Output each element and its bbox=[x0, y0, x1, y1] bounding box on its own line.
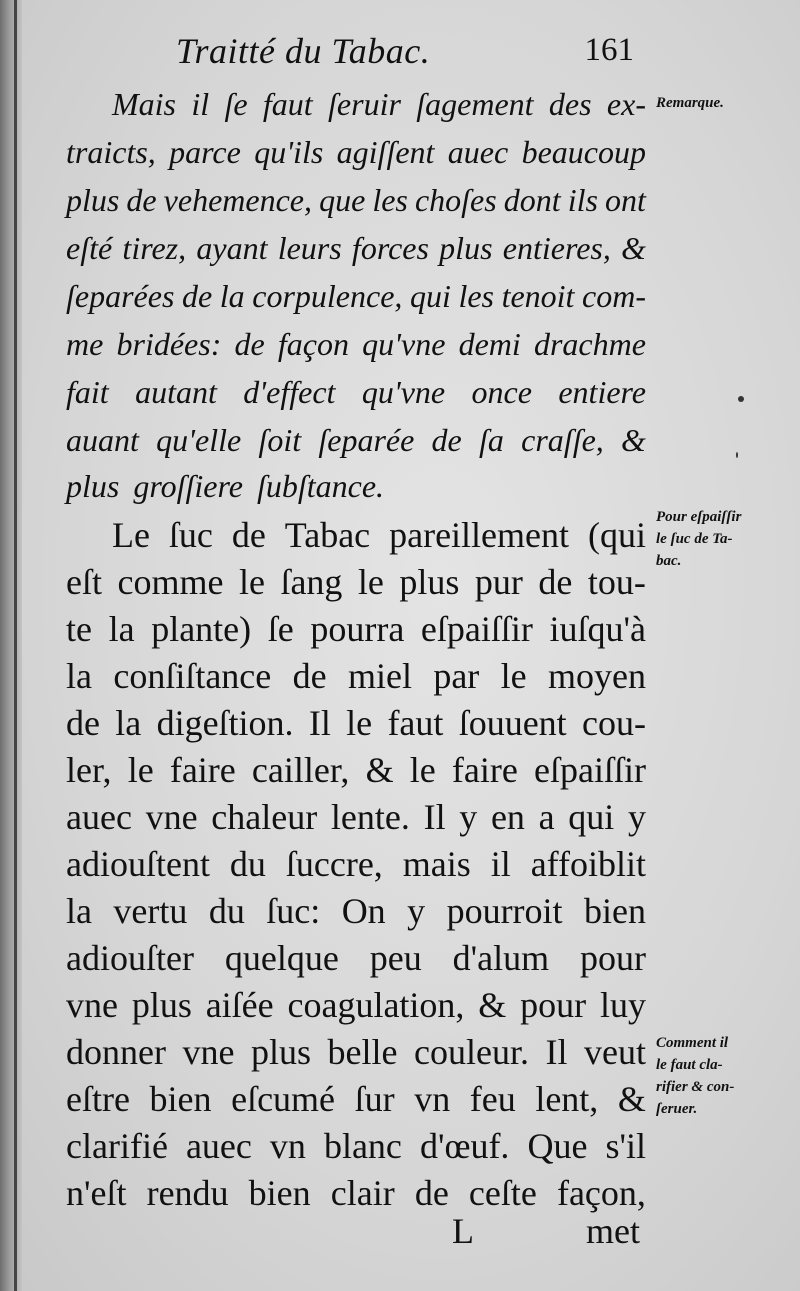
word: ſur bbox=[354, 1079, 395, 1119]
text-line bbox=[66, 749, 646, 797]
word: lente. bbox=[330, 797, 410, 837]
word: faire bbox=[169, 750, 236, 790]
word: y bbox=[459, 797, 478, 837]
word: vne bbox=[66, 985, 118, 1025]
word: bridées: bbox=[116, 326, 222, 362]
signature-mark: L bbox=[452, 1211, 474, 1251]
word: du bbox=[208, 891, 245, 931]
ink-speck bbox=[738, 396, 744, 402]
word: vertu bbox=[113, 891, 188, 931]
text-line bbox=[66, 655, 646, 703]
word: les bbox=[372, 182, 408, 218]
word: adiouſtent bbox=[66, 844, 210, 884]
gutter-edge bbox=[14, 0, 17, 1291]
word: en bbox=[490, 797, 525, 837]
text-line bbox=[66, 422, 646, 470]
word: choſes bbox=[414, 182, 497, 218]
word: bien bbox=[248, 1173, 311, 1213]
text-line bbox=[66, 134, 646, 182]
word: iuſqu'à bbox=[549, 609, 646, 649]
word: couleur. bbox=[414, 1032, 529, 1072]
word: ler, bbox=[66, 750, 112, 790]
margin-note-line: rifier & con- bbox=[656, 1079, 735, 1095]
word: de bbox=[66, 703, 100, 743]
word: plus bbox=[250, 1032, 311, 1072]
word: faut bbox=[387, 703, 444, 743]
word: Que bbox=[527, 1126, 588, 1166]
word: ils bbox=[567, 182, 598, 218]
word: ſe bbox=[267, 609, 294, 649]
word: la bbox=[115, 703, 142, 743]
word: demi bbox=[458, 326, 521, 362]
text-line bbox=[66, 796, 646, 844]
word: qu'ils bbox=[254, 134, 324, 170]
word: plus bbox=[399, 562, 460, 602]
word: corpulence, bbox=[252, 278, 403, 314]
word: pour bbox=[580, 938, 646, 978]
word: cailler, bbox=[251, 750, 350, 790]
word: de bbox=[431, 422, 462, 458]
word: Tabac bbox=[284, 515, 371, 555]
margin-note-line: bac. bbox=[656, 553, 682, 569]
word: auant bbox=[66, 422, 139, 458]
page-number: 161 bbox=[584, 32, 634, 68]
word: ſe bbox=[224, 86, 248, 122]
word: & bbox=[365, 750, 394, 790]
word: lent, bbox=[535, 1079, 599, 1119]
word: la bbox=[66, 891, 92, 931]
word: le bbox=[127, 750, 154, 790]
word: vne bbox=[145, 797, 198, 837]
word: peu bbox=[369, 938, 422, 978]
word: eſpaiſſir bbox=[420, 609, 533, 649]
word: vehemence, bbox=[163, 182, 312, 218]
word: blanc bbox=[323, 1126, 402, 1166]
text-line bbox=[66, 374, 646, 422]
word: le bbox=[409, 750, 436, 790]
word: leurs bbox=[277, 230, 342, 266]
page-gutter bbox=[0, 0, 22, 1291]
word: traicts, bbox=[66, 134, 156, 170]
word: moyen bbox=[547, 656, 646, 696]
word: plus bbox=[66, 182, 120, 218]
word: eſtre bbox=[66, 1079, 130, 1119]
word: Il bbox=[308, 703, 331, 743]
word: beaucoup bbox=[521, 134, 646, 170]
text-line bbox=[66, 561, 646, 609]
word: y bbox=[407, 891, 426, 931]
word: plus bbox=[439, 230, 493, 266]
word: façon, bbox=[556, 1173, 646, 1213]
word: entiere bbox=[558, 374, 646, 410]
word: auec bbox=[185, 1126, 252, 1166]
word: qu'vne bbox=[361, 374, 446, 410]
word: ſagement bbox=[416, 86, 534, 122]
word: y bbox=[628, 797, 646, 837]
word: ſoit bbox=[258, 422, 302, 458]
word: de bbox=[181, 278, 213, 314]
word: eſpaiſſir bbox=[533, 750, 646, 790]
word: me bbox=[66, 326, 104, 362]
margin-note-line: le ſuc de Ta- bbox=[656, 531, 733, 547]
word: feu bbox=[469, 1079, 516, 1119]
word: ſeparée bbox=[318, 422, 415, 458]
word: de bbox=[538, 562, 573, 602]
word: Il bbox=[545, 1032, 568, 1072]
word: la bbox=[219, 278, 245, 314]
word: ſubſtance. bbox=[256, 468, 385, 504]
word: d'alum bbox=[452, 938, 550, 978]
word: te bbox=[66, 609, 92, 649]
word: & bbox=[478, 985, 507, 1025]
word: les bbox=[458, 278, 494, 314]
word: comme bbox=[117, 562, 224, 602]
text-line bbox=[66, 182, 646, 230]
word: ſang bbox=[280, 562, 343, 602]
word: quelque bbox=[224, 938, 339, 978]
word: s'il bbox=[605, 1126, 646, 1166]
word: pourroit bbox=[446, 891, 563, 931]
word: ex- bbox=[606, 86, 646, 122]
word: que bbox=[319, 182, 366, 218]
margin-note-clarifier bbox=[656, 1032, 796, 1120]
word: qui bbox=[568, 797, 615, 837]
word: par bbox=[433, 656, 480, 696]
word: qui bbox=[409, 278, 451, 314]
word: ont bbox=[605, 182, 646, 218]
word: de bbox=[231, 515, 266, 555]
page-header bbox=[176, 30, 646, 80]
word: le bbox=[238, 562, 265, 602]
word: adiouſter bbox=[66, 938, 194, 978]
word: ſa bbox=[479, 422, 504, 458]
catchword: met bbox=[586, 1211, 640, 1251]
word: com- bbox=[582, 278, 646, 314]
word: n'eſt bbox=[66, 1173, 127, 1213]
word: Le bbox=[112, 515, 150, 555]
word: On bbox=[341, 891, 386, 931]
text-line bbox=[66, 937, 646, 985]
word: qu'vne bbox=[362, 326, 446, 362]
word: clarifié bbox=[66, 1126, 168, 1166]
margin-note-espaissir bbox=[656, 506, 796, 572]
word: la bbox=[108, 609, 135, 649]
word: & bbox=[617, 1079, 646, 1119]
word: forces bbox=[351, 230, 429, 266]
word: fait bbox=[66, 374, 109, 410]
word: entieres, bbox=[502, 230, 611, 266]
word: conſiſtance bbox=[113, 656, 272, 696]
word: ſuc: bbox=[266, 891, 321, 931]
word: vn bbox=[269, 1126, 306, 1166]
margin-note-line: Pour eſpaiſſir bbox=[656, 509, 742, 525]
text-line bbox=[112, 514, 646, 562]
margin-note-line: Comment il bbox=[656, 1035, 729, 1051]
word: once bbox=[471, 374, 532, 410]
word: Mais bbox=[112, 86, 176, 122]
margin-note-line: ſeruer. bbox=[656, 1101, 698, 1117]
word: agiſſent bbox=[336, 134, 435, 170]
word: Il bbox=[423, 797, 446, 837]
word: belle bbox=[327, 1032, 398, 1072]
word: bien bbox=[149, 1079, 212, 1119]
word: eſcumé bbox=[231, 1079, 336, 1119]
text-line bbox=[66, 1125, 646, 1173]
word: pour bbox=[520, 985, 587, 1025]
text-line bbox=[66, 230, 646, 278]
text-line bbox=[66, 326, 646, 374]
word: ſuc bbox=[168, 515, 213, 555]
text-line bbox=[66, 702, 646, 750]
word: d'œuf. bbox=[419, 1126, 510, 1166]
word: tirez, bbox=[122, 230, 187, 266]
margin-note-remarque bbox=[656, 92, 796, 114]
text-line bbox=[66, 1078, 646, 1126]
word: (qui bbox=[587, 515, 646, 555]
word: coagulation, bbox=[287, 985, 465, 1025]
word: vne bbox=[182, 1032, 235, 1072]
word: ceſte bbox=[468, 1173, 537, 1213]
word: de bbox=[234, 326, 265, 362]
word: du bbox=[229, 844, 266, 884]
text-line bbox=[66, 890, 646, 938]
word: de bbox=[414, 1173, 449, 1213]
text-line bbox=[66, 468, 646, 516]
word: tenoit bbox=[501, 278, 575, 314]
word: de bbox=[292, 656, 327, 696]
word: chaleur bbox=[211, 797, 318, 837]
word: luy bbox=[599, 985, 646, 1025]
word: qu'elle bbox=[156, 422, 242, 458]
word: la bbox=[66, 656, 92, 696]
word: faut bbox=[262, 86, 313, 122]
word: faire bbox=[451, 750, 518, 790]
word: auec bbox=[66, 797, 132, 837]
word: miel bbox=[347, 656, 412, 696]
word: parce bbox=[169, 134, 241, 170]
word: veut bbox=[584, 1032, 646, 1072]
running-title: Traitté du Tabac. bbox=[176, 31, 431, 71]
word: craſſe, bbox=[521, 422, 604, 458]
text-line bbox=[66, 278, 646, 326]
word: bien bbox=[583, 891, 646, 931]
margin-note-line: Remarque. bbox=[656, 95, 724, 111]
word: clair bbox=[330, 1173, 395, 1213]
word: il bbox=[191, 86, 210, 122]
word: plus bbox=[131, 985, 192, 1025]
word: vn bbox=[414, 1079, 451, 1119]
word: donner bbox=[66, 1032, 166, 1072]
word: a bbox=[538, 797, 555, 837]
word: cou- bbox=[581, 703, 646, 743]
word: affoiblit bbox=[530, 844, 646, 884]
word: le bbox=[346, 703, 373, 743]
word: & bbox=[621, 230, 646, 266]
text-line bbox=[66, 608, 646, 656]
word: dont bbox=[503, 182, 561, 218]
word: ayant bbox=[196, 230, 268, 266]
margin-note-line: le faut cla- bbox=[656, 1057, 723, 1073]
text-line bbox=[66, 843, 646, 891]
word: pourra bbox=[310, 609, 405, 649]
word: pur bbox=[474, 562, 523, 602]
word: eſté bbox=[66, 230, 113, 266]
word: plus bbox=[66, 468, 120, 504]
word: tou- bbox=[587, 562, 646, 602]
word: pareillement bbox=[389, 515, 570, 555]
word: digeſtion. bbox=[156, 703, 294, 743]
word: ſeruir bbox=[328, 86, 401, 122]
word: de bbox=[126, 182, 157, 218]
word: autant bbox=[135, 374, 217, 410]
word: le bbox=[500, 656, 527, 696]
word: d'effect bbox=[243, 374, 336, 410]
word: ſouuent bbox=[458, 703, 567, 743]
text-line bbox=[66, 1172, 646, 1220]
text-line bbox=[112, 86, 646, 134]
word: le bbox=[357, 562, 384, 602]
word: & bbox=[621, 422, 646, 458]
word: rendu bbox=[146, 1173, 229, 1213]
text-line bbox=[66, 984, 646, 1032]
text-line bbox=[66, 1031, 646, 1079]
word: auec bbox=[447, 134, 509, 170]
ink-speck bbox=[736, 452, 738, 458]
word: ſeparées bbox=[66, 278, 175, 314]
word: des bbox=[548, 86, 592, 122]
word: groſſiere bbox=[133, 468, 243, 504]
word: il bbox=[490, 844, 511, 884]
word: ſuccre, bbox=[285, 844, 383, 884]
word: drachme bbox=[533, 326, 646, 362]
word: façon bbox=[277, 326, 349, 362]
word: mais bbox=[402, 844, 471, 884]
word: plante) bbox=[151, 609, 252, 649]
word: aiſée bbox=[205, 985, 274, 1025]
word: eſt bbox=[66, 562, 102, 602]
